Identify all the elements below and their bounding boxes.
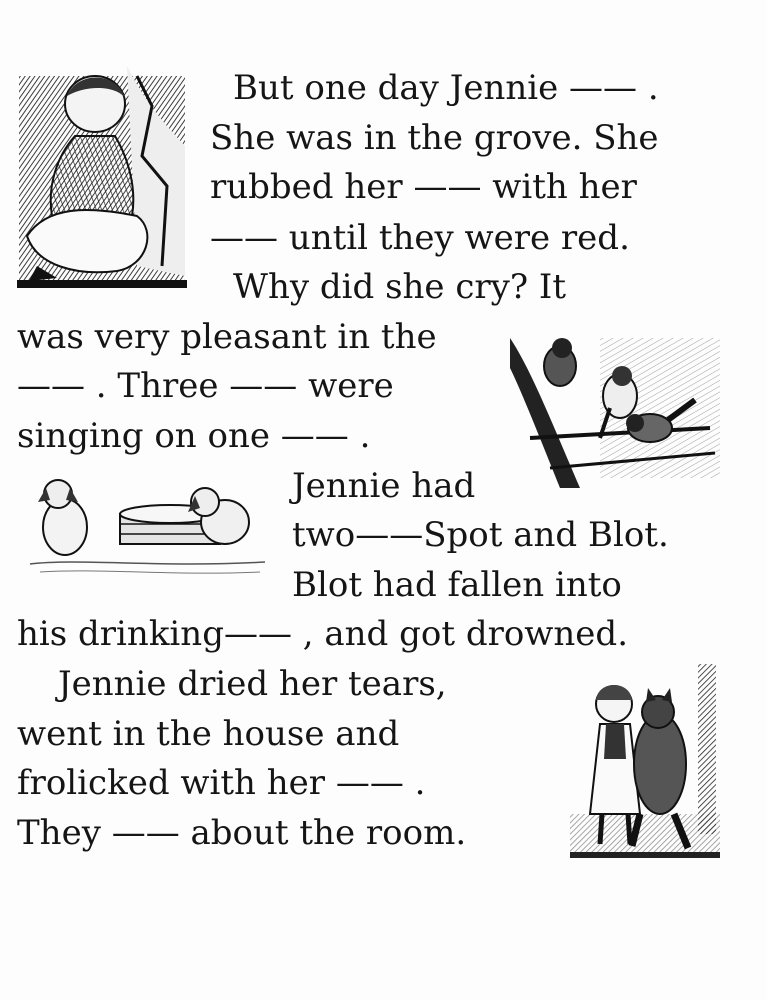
text-line-9: Jennie had [292,466,476,506]
text-line-11: Blot had fallen into [292,565,622,605]
text-line-1: But one day Jennie —— . [233,68,659,108]
text-line-10: two——Spot and Blot. [292,515,669,555]
text-line-8: singing on one —— . [17,416,371,456]
text-line-14: went in the house and [17,714,400,754]
puppies-illustration [20,472,270,582]
girl-crying-illustration [17,66,187,288]
text-line-5: Why did she cry? It [233,267,566,307]
text-line-4: —— until they were red. [210,218,630,258]
text-line-6: was very pleasant in the [17,317,437,357]
birds-illustration [510,328,722,490]
text-line-13: Jennie dried her tears, [58,664,447,704]
text-line-3: rubbed her —— with her [210,167,637,207]
text-line-2: She was in the grove. She [210,118,659,158]
text-line-15: frolicked with her —— . [17,763,426,803]
text-line-7: —— . Three —— were [17,366,394,406]
text-line-12: his drinking—— , and got drowned. [17,614,629,654]
text-line-16: They —— about the room. [17,813,467,853]
girl-cat-illustration [570,664,720,860]
